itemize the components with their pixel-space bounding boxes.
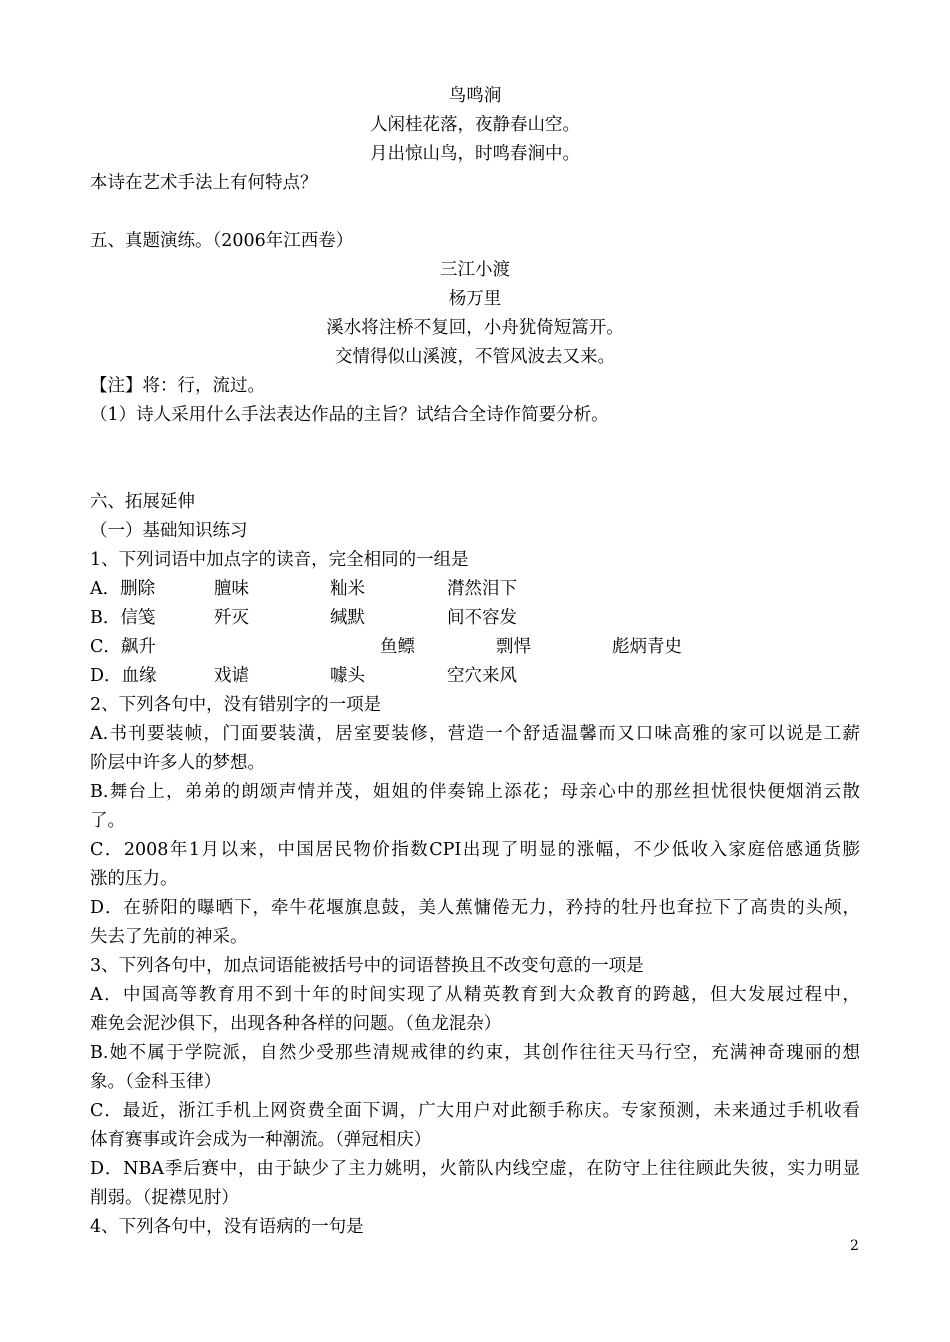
option-text: B.舞台上，弟弟的朗颂声情并茂，姐姐的伴奏锦上添花；母亲心中的那丝担忧很快便烟消云散 [90,782,860,802]
option-text: D．NBA季后赛中，由于缺少了主力姚明，火箭队内线空虚，在防守上往往顾此失彼，实力明显 [90,1159,860,1179]
option-row [90,604,860,633]
option-text: B.她不属于学院派，自然少受那些清规戒律的约束，其创作往往天马行空，充满神奇瑰丽的想 [90,1043,860,1063]
question-stem: 1、下列词语中加点字的读音，完全相同的一组是 [90,550,469,570]
option-row [90,662,860,691]
option-text: 涨的压力。 [90,869,178,889]
question-stem: 3、下列各句中，加点词语能被括号中的词语替换且不改变句意的一项是 [90,956,644,976]
option-word: 空穴来风 [447,666,517,686]
option-word: 膻味 [214,579,249,599]
section-heading: 六、拓展延伸 [90,492,195,512]
option-text: A.书刊要装帧，门面要装潢，居室要装修，营造一个舒适温馨而又口味高雅的家可以说是工薪 [90,724,860,744]
poem-line: 月出惊山鸟，时鸣春涧中。 [370,144,580,164]
question-text: （1）诗人采用什么手法表达作品的主旨？试结合全诗作简要分析。 [90,405,609,425]
option-text: 了。 [90,811,125,831]
option-label: D．血缘 [90,666,157,686]
page-number: 2 [850,1238,859,1254]
option-word: 鱼鳔 [380,637,415,657]
option-word: 缄默 [330,608,365,628]
option-text: 失去了先前的神采。 [90,927,248,947]
poem-line: 人闲桂花落，夜静春山空。 [370,115,580,135]
option-text: 难免会泥沙俱下，出现各种各样的问题。（鱼龙混杂） [90,1014,502,1034]
poem-title: 三江小渡 [440,260,510,280]
option-row [90,575,860,604]
option-row [90,633,860,662]
poem-line: 交情得似山溪渡，不管风波去又来。 [335,347,615,367]
question-stem: 4、下列各句中，没有语病的一句是 [90,1217,364,1237]
option-label: A．删除 [90,579,156,599]
section-heading: 五、真题演练。（2006年江西卷） [90,231,354,251]
poem-line: 溪水将注桥不复回，小舟犹倚短篙开。 [326,318,624,338]
option-word: 籼米 [330,579,365,599]
option-text: 象。（金科玉律） [90,1072,222,1092]
option-word: 间不容发 [447,608,517,628]
sub-heading: （一）基础知识练习 [90,521,248,541]
option-text: C．2008年1月以来，中国居民物价指数CPI出现了明显的涨幅，不少低收入家庭倍感通货膨 [90,840,860,860]
question-text: 本诗在艺术手法上有何特点？ [90,173,318,193]
option-text: A．中国高等教育用不到十年的时间实现了从精英教育到大众教育的跨越，但大发展过程中， [90,985,860,1005]
question-stem: 2、下列各句中，没有错别字的一项是 [90,695,382,715]
poem-author: 杨万里 [448,289,502,309]
option-text: C．最近，浙江手机上网资费全面下调，广大用户对此额手称庆。专家预测，未来通过手机收看 [90,1101,860,1121]
option-word: 潸然泪下 [447,579,517,599]
option-word: 噱头 [330,666,365,686]
option-word: 彪炳青史 [612,637,682,657]
option-text: D．在骄阳的曝晒下，牵牛花堰旗息鼓，美人蕉慵倦无力，矜持的牡丹也耷拉下了高贵的头颅， [90,898,860,918]
option-text: 削弱。（捉襟见肘） [90,1188,239,1208]
option-text: 体育赛事或许会成为一种潮流。（弹冠相庆） [90,1130,432,1150]
option-label: B．信笺 [90,608,156,628]
poem-title: 鸟鸣涧 [448,86,502,106]
option-word: 剽悍 [496,637,531,657]
option-word: 歼灭 [214,608,249,628]
option-label: C．飙升 [90,637,156,657]
option-word: 戏谑 [214,666,249,686]
note-text: 【注】将：行，流过。 [90,376,265,396]
option-text: 阶层中许多人的梦想。 [90,753,265,773]
